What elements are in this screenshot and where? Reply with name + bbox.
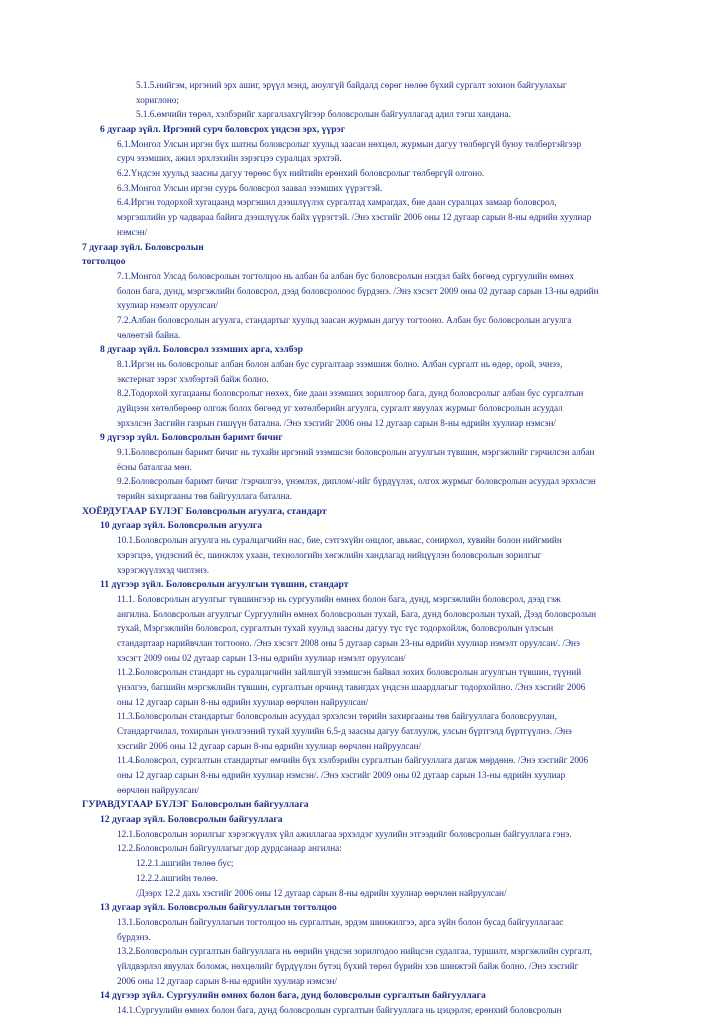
article-heading: 12 дугаар зүйл. Боловсролын байгууллага — [100, 814, 283, 825]
article-heading: 11 дүгээр зүйл. Боловсролын агуулгын түвшин, стандарт — [100, 579, 349, 590]
paragraph-line: хориглоно; — [136, 95, 179, 105]
paragraph-line: хуулиар нэмэлт оруулсан/ — [117, 300, 219, 310]
paragraph-line: 12.2.1.ашгийн төлөө бус; — [136, 858, 234, 868]
paragraph-line: хэсгийг 2006 оны 12 дугаар сарын 8-ны өдрийн хуулиар өөрчлөн найруулсан/ — [117, 741, 422, 751]
chapter-heading: ГУРАВДУГААР БҮЛЭГ Боловсролын байгууллага — [82, 799, 309, 810]
paragraph-line: үйлдвэрлэл явуулах боломж, нөхцөлийг бүрдүүлэн бүтэц бүхий төрөл бүрийн хэв шинжтэй байж болно. /Энэ хэсгийг — [117, 961, 579, 971]
paragraph-line: болон бага, дунд, мэргэжлийн боловсрол, дээд боловсролоос бүрдэнэ. /Энэ хэсэгт 2009 оны 02 дугаар сарын 13-ны өдрийн — [117, 286, 599, 296]
paragraph-line: 11.1. Боловсролын агуулгыг түвшингээр нь сургуулийн өмнөх болон бага, дунд, мэргэжлийн боловсрол, дээд гэж — [117, 594, 561, 604]
paragraph-line: 13.1.Боловсролын байгууллагын тогтолцоо нь сургалтын, эрдэм шинжилгээ, арга зүйн болон бусад байгууллагаас — [117, 917, 564, 927]
paragraph-line: 6.3.Монгол Улсын иргэн суурь боловсрол заавал эзэмших үүрэгтэй. — [117, 183, 383, 193]
paragraph-line: дүйцээн хөтөлбөрөөр олгож болох бөгөөд уг хөтөлбөрийн агуулга, сургалт явуулах журмыг боловсролын асуудал — [117, 403, 563, 413]
paragraph-line: нэмсэн/ — [117, 227, 148, 237]
paragraph-line: 7.2.Албан боловсролын агуулга, стандартыг хуульд заасан журмын дагуу тогтооно. Албан бус боловсролын агуулга — [117, 315, 572, 325]
paragraph-line: оны 12 дугаар сарын 8-ны өдрийн хуулиар өөрчлөн найруулсан/ — [117, 697, 369, 707]
paragraph-line: хэрэгжүүлэхэд чиглэнэ. — [117, 565, 210, 575]
paragraph-line: хэсэгт 2009 оны 02 дугаар сарын 13-ны өдрийн хуулиар нэмэлт оруулсан/ — [117, 653, 406, 663]
paragraph-line: тухай, Мэргэжлийн боловсрол, сургалтын тухай хуульд заасны дагуу түс түс тодорхойлж, боловсролын үлэсын — [117, 623, 554, 633]
paragraph-line: өөрчлөн найруулсан/ — [117, 785, 200, 795]
article-heading: тогтолцоо — [82, 256, 126, 267]
paragraph-line: ангилна. Боловсролын агуулгыг Сургуулийн өмнөх боловсролын тухай, Бага, дунд боловсролын тухай, Дээд боловсролын — [117, 609, 597, 619]
paragraph-line: 12.2.2.ашгийн төлөө. — [136, 873, 218, 883]
paragraph-line: 5.1.5.нийгэм, иргэний эрх ашиг, эрүүл мэнд, аюулгүй байдалд сөрөг нөлөө бүхий сургалт зохион байгуулахыг — [136, 80, 567, 90]
article-heading: 9 дүгээр зүйл. Боловсролын баримт бичиг — [100, 432, 283, 443]
paragraph-line: 12.1.Боловсролын зорилгыг хэрэгжүүлэх үйл ажиллагаа эрхэлдэг хуулийн этгээдийг боловсролын байгууллага гэнэ. — [117, 829, 572, 839]
paragraph-line: экстернат зэрэг хэлбэртэй байж болно. — [117, 374, 269, 384]
paragraph-line: оны 12 дугаар сарын 8-ны өдрийн хуулиар нэмсэн/. /Энэ хэсгийг 2009 оны 02 дугаар сарын 13-ны өдрийн хуулиар — [117, 770, 566, 780]
paragraph-line: 6.4.Иргэн тодорхой хугацаанд мэргэшил дээшлүүлэх сургалтад хамрагдах, бие даан суралцах замаар боловсрол, — [117, 197, 557, 207]
paragraph-line: 11.3.Боловсролын стандартыг боловсролын асуудал эрхэлсэн төрийн захиргааны төв байгууллага боловсруулан, — [117, 711, 557, 721]
paragraph-line: стандартаар нарийвчлан тогтооно. /Энэ хэсэгт 2008 оны 5 дугаар сарын 23-ны өдрийн хуулиар нэмэлт оруулсан/. /Энэ — [117, 638, 580, 648]
paragraph-line: үнэлгээ, багшийн мэргэжлийн түвшин, сургалтын орчинд тавигдах үндсэн шаардлагыг тодорхойлно. /Энэ хэсгийг 2006 — [117, 682, 586, 692]
paragraph-line: 2006 оны 12 дугаар сарын 8-ны өдрийн хуулиар нэмсэн/ — [117, 976, 338, 986]
paragraph-line: хэрэгцээ, үндэсний ёс, шинжлэх ухаан, технологийн хөгжлийн хандлагад нийцүүлэн боловсролын зорилгыг — [117, 550, 542, 560]
chapter-heading: ХОЁРДУГААР БҮЛЭГ Боловсролын агуулга, стандарт — [82, 506, 327, 517]
paragraph-line: 14.1.Сургуулийн өмнөх болон бага, дунд боловсролын сургалтын байгууллага нь цэцэрлэг, ерөнхий боловсролын — [117, 1005, 562, 1015]
paragraph-line: 8.1.Иргэн нь боловсролыг албан болон албан бус сургалтаар эзэмшиж болно. Албан сургалт нь өдөр, орой, эчнээ, — [117, 359, 563, 369]
article-heading: 6 дугаар зүйл. Иргэний сурч боловсрох үндсэн эрх, үүрэг — [100, 124, 346, 135]
paragraph-line: бүрдэнэ. — [117, 932, 151, 942]
paragraph-line: 12.2.Боловсролын байгууллагыг дор дурдсанаар ангилна: — [117, 843, 342, 853]
paragraph-line: 9.2.Боловсролын баримт бичиг /гэрчилгээ, үнэмлэх, диплом/-ийг бүрдүүлэх, олгох журмыг боловсролын асуудал эрхэлсэн — [117, 476, 596, 486]
paragraph-line: Стандартчилал, тохирлын үнэлгээний тухай хуулийн 6.5-д заасны дагуу батлуулж, улсын бүртгэлд бүртгүүлнэ. /Энэ — [117, 726, 572, 736]
article-heading: 8 дугаар зүйл. Боловсрол эзэмших арга, хэлбэр — [100, 344, 303, 355]
paragraph-line: чөлөөтэй байна. — [117, 330, 181, 340]
paragraph-line: 11.4.Боловсрол, сургалтын стандартыг өмчийн бүх хэлбэрийн сургалтын байгууллага дагаж мөрдөнө. /Энэ хэсгийг 2006 — [117, 755, 589, 765]
paragraph-line: 8.2.Тодорхой хугацааны боловсролыг нөхөх, бие даан эзэмших зорилгоор бага, дунд боловсролыг албан бус сургалтын — [117, 388, 584, 398]
paragraph-line: ёсны баталгаа мөн. — [117, 462, 192, 472]
paragraph-line: 9.1.Боловсролын баримт бичиг нь тухайн иргэний эзэмшсэн боловсролын агуулгын түвшин, мэргэжлийг гэрчилсэн албан — [117, 447, 595, 457]
paragraph-line: 6.1.Монгол Улсын иргэн бүх шатны боловсролыг хуульд заасан нөхцөл, журмын дагуу төлбөргүй буюу төлбөртэйгээр — [117, 139, 582, 149]
paragraph-line: 5.1.6.өмчийн төрөл, хэлбэрийг харгалзахгүйгээр боловсролын байгууллагад адил тэгш хандана. — [136, 109, 511, 119]
paragraph-line: /Дээрх 12.2 дахь хэсгийг 2006 оны 12 дугаар сарын 8-ны өдрийн хуулиар өөрчлөн найруулсан/ — [136, 888, 507, 898]
paragraph-line: 13.2.Боловсролын сургалтын байгууллага нь өөрийн үндсэн зорилгодоо нийцсэн судалгаа, туршилт, мэргэжлийн сургалт, — [117, 946, 593, 956]
paragraph-line: төрийн захиргааны төв байгууллага батална. — [117, 491, 292, 501]
paragraph-line: 7.1.Монгол Улсад боловсролын тогтолцоо нь албан ба албан бус боловсролын нэгдэл байх бөгөөд сургуулийн өмнөх — [117, 271, 574, 281]
article-heading: 10 дугаар зүйл. Боловсролын агуулга — [100, 520, 263, 531]
paragraph-line: эрхэлсэн Засгийн газрын гишүүн батална. /Энэ хэсгийг 2006 оны 12 дугаар сарын 8-ны өдрийн хуулиар нэмсэн/ — [117, 418, 556, 428]
paragraph-line: мэргэшлийн ур чадвараа байнга дээшлүүлж байх үүрэгтэй. /Энэ хэсгийг 2006 оны 12 дугаар сарын 8-ны өдрийн хуулиар — [117, 212, 592, 222]
article-heading: 13 дугаар зүйл. Боловсролын байгууллагын тогтолцоо — [100, 902, 337, 913]
article-heading: 14 дүгээр зүйл. Сургуулийн өмнөх болон бага, дунд боловсролын сургалтын байгууллага — [100, 990, 486, 1001]
paragraph-line: 6.2.Үндсэн хуульд заасны дагуу төрөөс бүх нийтийн ерөнхий боловсролыг төлбөргүй олгоно. — [117, 168, 485, 178]
paragraph-line: 11.2.Боловсролын стандарт нь суралцагчийн зайлшгүй эзэмшсэн байвал зохих боловсролын агуулгын түвшин, түүний — [117, 667, 582, 677]
article-heading: 7 дугаар зүйл. Боловсролын — [82, 242, 204, 253]
paragraph-line: сурч эзэмших, ажил эрхлэхийн зэрэгцээ суралцах эрхтэй. — [117, 153, 342, 163]
paragraph-line: 10.1.Боловсролын агуулга нь суралцагчийн нас, бие, сэтгэхүйн онцлог, авьяас, сонирхол, хувийн болон нийгмийн — [117, 535, 562, 545]
